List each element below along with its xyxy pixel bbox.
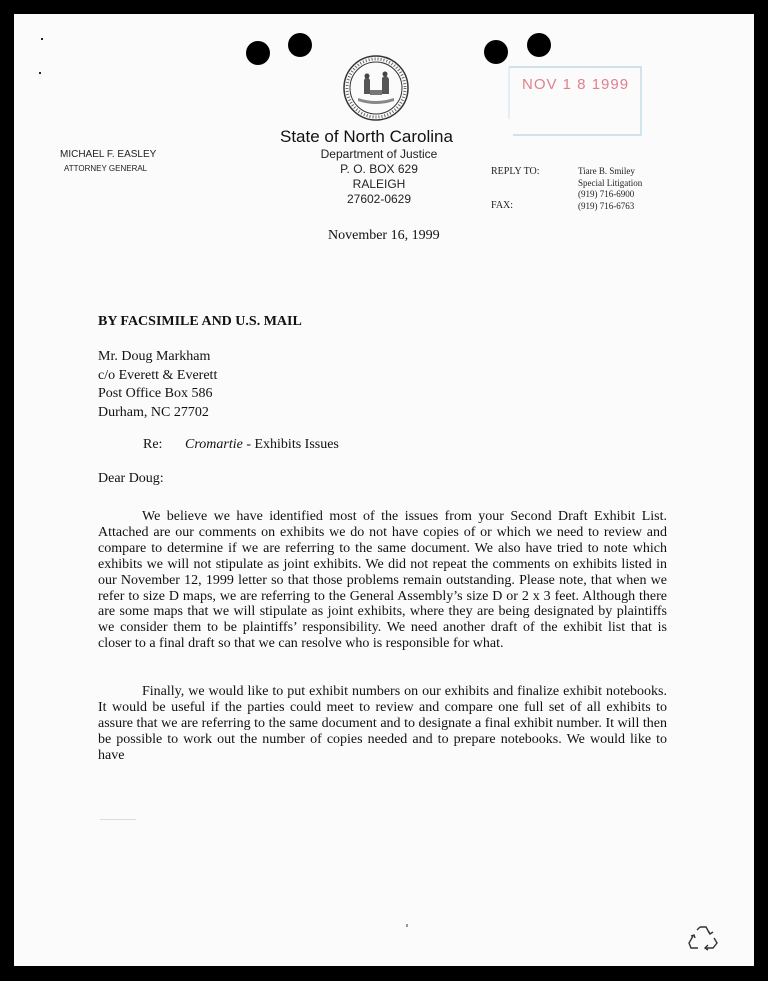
re-case-name: Cromartie [185, 437, 243, 452]
reply-to-label: REPLY TO: [491, 166, 540, 177]
reply-phone: (919) 716-6900 [578, 189, 635, 199]
speck-mark [39, 72, 41, 74]
recycle-icon [688, 923, 718, 951]
reply-dept: Special Litigation [578, 178, 643, 188]
punch-hole [246, 41, 270, 65]
re-label: Re: [143, 437, 163, 452]
fax-label: FAX: [491, 200, 514, 211]
re-subject: - Exhibits Issues [242, 437, 339, 452]
zip-code: 27602-0629 [346, 192, 412, 206]
recipient-line: Post Office Box 586 [98, 386, 213, 401]
po-box: P. O. BOX 629 [340, 162, 418, 176]
speck-mark [406, 924, 408, 927]
salutation: Dear Doug: [98, 471, 164, 486]
punch-hole [288, 33, 312, 57]
department-name: Department of Justice [320, 147, 438, 161]
reply-name: Tiare B. Smiley [578, 166, 635, 176]
city: RALEIGH [352, 177, 406, 191]
recipient-line: c/o Everett & Everett [98, 367, 218, 383]
state-seal-icon [342, 54, 410, 122]
received-date-stamp: NOV 1 8 1999 [522, 76, 630, 93]
body-paragraph-1: We believe we have identified most of the issues from your Second Draft Exhibit List. Attached are our comments on exhibits we do not have copies of or which we need to review and compare to determine if we are referring to the same document. We also have tried to note which exhibits we will not stipulate as joint exhibits. We did not repeat the comments on exhibits listed in our November 12, 1999 letter so that those problems remain outstanding. Please note, that when we refer to size D maps, we are referring to the General Assembly’s size D or 2 x 3 feet. Although there are some maps that we will stipulate as joint exhibits, where they are being designated by plaintiffs we consider them to be plaintiffs’ responsibility. We need another draft of the exhibit list that is closer to a final draft so that we can resolve who is responsible for what. [98, 509, 667, 652]
received-stamp-frame [499, 59, 644, 139]
delivery-method: BY FACSIMILE AND U.S. MAIL [98, 314, 302, 329]
punch-hole [527, 33, 551, 57]
attorney-name: MICHAEL F. EASLEY [60, 149, 157, 160]
letter-date: November 16, 1999 [328, 228, 440, 243]
body-paragraph-2: Finally, we would like to put exhibit numbers on our exhibits and finalize exhibit notebooks. It would be useful if the parties could meet to review and compare one full set of all exhibits to assure that we are referring to the same document and to designate a final exhibit number. It will then be possible to work out the number of copies needed and to prepare notebooks. We would like to have [98, 684, 667, 763]
fax-number: (919) 716-6763 [578, 201, 635, 211]
attorney-title: ATTORNEY GENERAL [64, 164, 148, 173]
faint-scan-mark [100, 819, 136, 820]
state-title: State of North Carolina [280, 127, 453, 146]
recipient-line: Mr. Doug Markham [98, 349, 211, 364]
speck-mark [41, 38, 43, 40]
re-subject-line [185, 437, 339, 453]
recipient-line: Durham, NC 27702 [98, 404, 209, 420]
letter-page [14, 14, 754, 966]
recipient-address [98, 348, 217, 422]
